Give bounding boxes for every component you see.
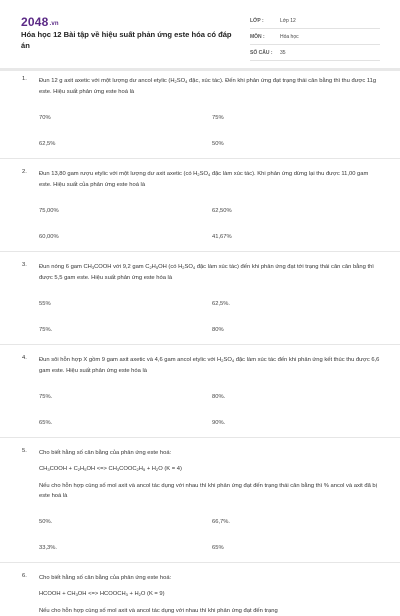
question-number: 4. (22, 355, 27, 361)
answer-options (39, 300, 380, 334)
question-text: Đun 13,80 gam rượu etylic với một lượng dư axit axetic (có $H_2SO_4$ đặc làm xúc tác). Khi phản ứng dừng lại thu được 11,00 gam este. Hiệu suất của phản ứng este hoá là (39, 171, 369, 188)
question-number: 2. (22, 169, 27, 175)
answer-options (39, 207, 380, 241)
document-meta (250, 13, 380, 61)
answer-option[interactable]: 80% (212, 327, 224, 333)
question-list (0, 76, 400, 616)
answer-options (39, 114, 380, 148)
question-text: Đun 12 g axit axetic với một lượng dư ancol etylic ($H_2SO_4$ đặc, xúc tác). Đến khi phản ứng đạt trạng thái cân bằng thì thu được 11g este. Hiệu suất phản ứng este hoá là (39, 78, 377, 95)
question-item (0, 262, 400, 334)
answer-option[interactable]: 41,67% (212, 234, 232, 240)
answer-option[interactable]: 62,50% (212, 208, 232, 214)
meta-row (250, 13, 380, 29)
answer-option[interactable]: 70% (39, 115, 51, 121)
answer-option[interactable]: 66,7%. (212, 519, 231, 525)
question-divider (0, 158, 400, 159)
answer-option[interactable]: 75%. (39, 327, 53, 333)
question-divider (0, 251, 400, 252)
answer-option[interactable]: 65%. (39, 420, 53, 426)
question-text: Đun sôi hỗn hợp X gồm 9 gam axit axetic và 4,6 gam ancol etylic với $H_2SO_4$ đặc làm xúc tác đến khi phản ứng kết thúc thu được 6,6 gam este. Hiệu suất phản ứng este hóa là (39, 357, 380, 374)
question-number: 3. (22, 262, 27, 268)
site-logo[interactable]: 2048.vn (21, 15, 59, 29)
answer-option[interactable]: 62,5% (39, 141, 56, 147)
question-item (0, 76, 400, 148)
answer-option[interactable]: 50%. (39, 519, 53, 525)
question-divider (0, 437, 400, 438)
answer-option[interactable]: 60,00% (39, 234, 59, 240)
meta-row (250, 45, 380, 61)
answer-option[interactable]: 55% (39, 301, 51, 307)
question-divider (0, 344, 400, 345)
meta-value: Lớp 12 (280, 17, 296, 24)
document-title: Hóa học 12 Bài tập về hiệu suất phản ứng este hóa có đáp án (21, 30, 232, 50)
header-divider (0, 68, 400, 71)
meta-label: SỐ CÂU : (250, 49, 273, 56)
question-item (0, 448, 400, 552)
answer-option[interactable]: 75%. (39, 394, 53, 400)
question-text: Cho biết hằng số cân bằng của phản ứng este hoá: (39, 450, 172, 456)
question-item (0, 169, 400, 241)
question-equation: HCOOH + $CH_3OH$ <=> $HCOOCH_3 + H_2O$ (K = 9) (39, 591, 165, 597)
answer-options (39, 518, 380, 552)
meta-row (250, 29, 380, 45)
meta-value: 35 (280, 49, 286, 56)
question-item (0, 355, 400, 427)
answer-option[interactable]: 75% (212, 115, 224, 121)
question-text: Cho biết hằng số cân bằng của phản ứng este hoá: (39, 575, 172, 581)
meta-label: MÔN : (250, 33, 265, 40)
question-number: 6. (22, 573, 27, 579)
question-text: Đun nóng 6 gam $CH_3COOH$ với 9,2 gam $C_2H_5OH$ (có $H_2SO_4$ đặc làm xúc tác) đến khi phản ứng đạt tới trạng thái cân cân bằng thì được 5,5 gam este. Hiệu suất phản ứng este hóa là (39, 264, 374, 281)
document-header (0, 0, 400, 66)
answer-option[interactable]: 75,00% (39, 208, 59, 214)
question-divider (0, 562, 400, 563)
question-number: 5. (22, 448, 27, 454)
question-number: 1. (22, 76, 27, 82)
question-subtext: Nếu cho hỗn hợp cùng số mol axit và ancol tác dụng với nhau thì khi phản ứng đạt đến trạng thái cân bằng thì % ancol và axit đã bị este hoá là (39, 483, 377, 499)
question-item (0, 573, 400, 616)
question-equation: $CH_3COOH + C_2H_5OH$ <=> $CH_3COOC_2H_5 + H_2O$ (K = 4) (39, 466, 182, 472)
meta-value: Hóa học (280, 33, 299, 40)
answer-options (39, 393, 380, 427)
answer-option[interactable]: 62,5%. (212, 301, 231, 307)
answer-option[interactable]: 50% (212, 141, 224, 147)
meta-label: LỚP : (250, 17, 264, 24)
answer-option[interactable]: 80%. (212, 394, 226, 400)
answer-option[interactable]: 90%. (212, 420, 226, 426)
answer-option[interactable]: 33,3%. (39, 545, 58, 551)
answer-option[interactable]: 65% (212, 545, 224, 551)
question-subtext: Nếu cho hỗn hợp cùng số mol axit và ancol tác dụng với nhau thì khi phản ứng đạt đến trạng (39, 608, 278, 614)
